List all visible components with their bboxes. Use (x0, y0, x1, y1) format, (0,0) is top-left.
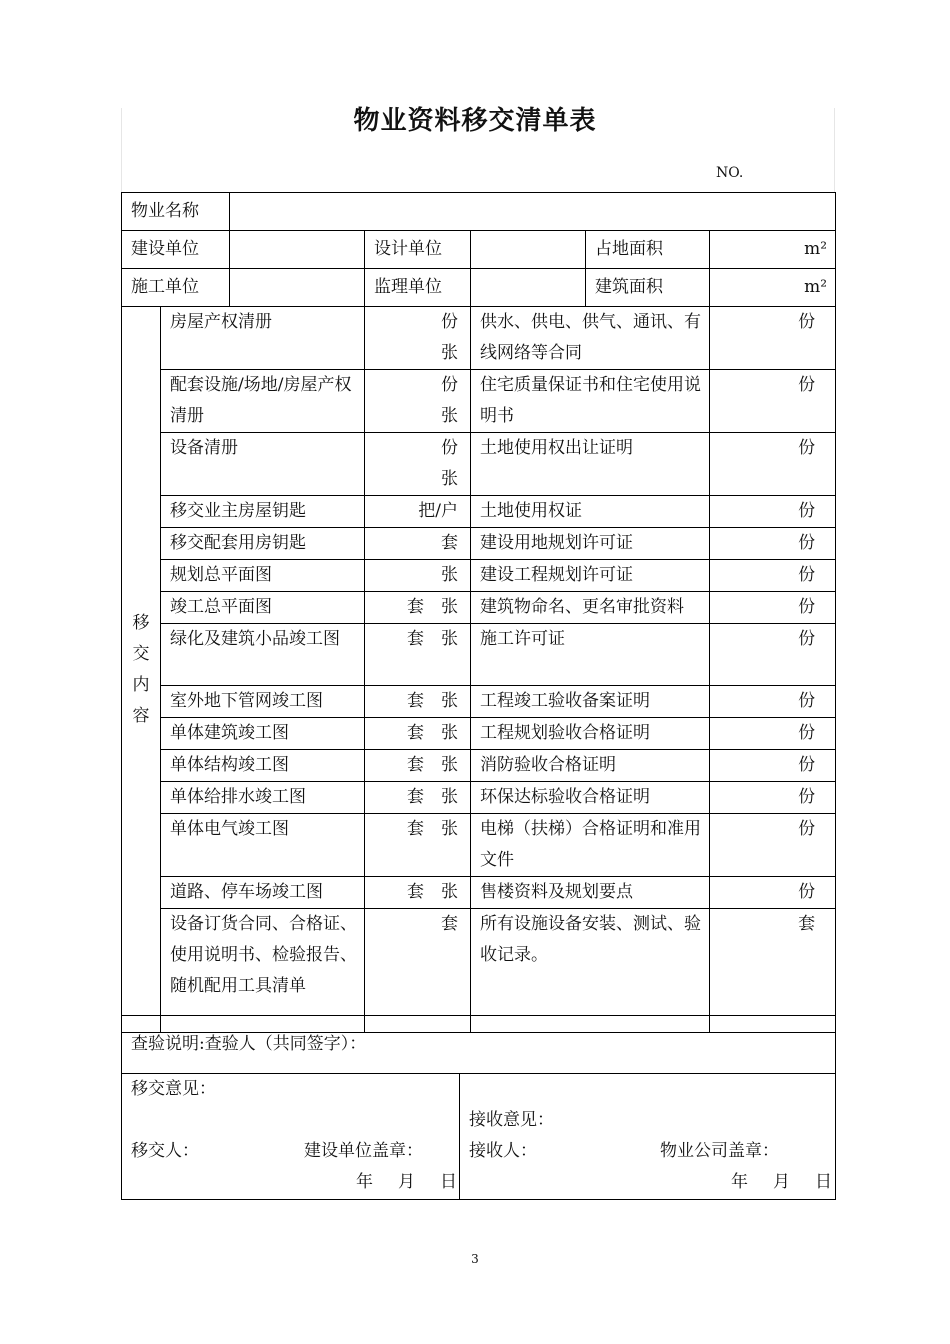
item-row (122, 624, 836, 686)
item-left-name: 设备清册 (161, 433, 365, 496)
builder-unit-value[interactable] (230, 269, 365, 307)
item-right-unit: 份 (710, 560, 836, 592)
land-area-unit: m² (710, 231, 836, 269)
item-right-unit: 套 (710, 909, 836, 1033)
item-left-unit: 套 张 (365, 877, 471, 909)
item-left-unit: 套 张 (365, 592, 471, 624)
item-row (122, 433, 836, 496)
item-left-unit: 套 张 (365, 686, 471, 718)
item-right-name: 建筑物命名、更名审批资料 (471, 592, 710, 624)
design-unit-value[interactable] (471, 231, 586, 269)
property-name-label: 物业名称 (122, 193, 230, 231)
handover-cell (122, 1074, 460, 1200)
receive-opinion: 接收意见： (469, 1110, 554, 1130)
item-left-unit: 张 (365, 560, 471, 592)
building-area-unit: m² (710, 269, 836, 307)
item-right-unit: 份 (710, 718, 836, 750)
item-left-name: 道路、停车场竣工图 (161, 877, 365, 909)
item-left-name: 规划总平面图 (161, 560, 365, 592)
item-right-name: 土地使用权证 (471, 496, 710, 528)
item-right-unit: 份 (710, 877, 836, 909)
item-right-name: 建设用地规划许可证 (471, 528, 710, 560)
section-label-char: 容 (132, 705, 150, 726)
item-right-unit: 份 (710, 750, 836, 782)
item-row (122, 496, 836, 528)
item-right-name: 工程竣工验收备案证明 (471, 686, 710, 718)
item-row (122, 307, 836, 370)
item-right-unit: 份 (710, 528, 836, 560)
item-right-name: 施工许可证 (471, 624, 710, 686)
construction-unit-label: 建设单位 (122, 231, 230, 269)
item-left-unit: 把/户 (365, 496, 471, 528)
handover-opinion: 移交意见： (131, 1079, 216, 1099)
item-left-unit: 套 张 (365, 718, 471, 750)
builder-unit-label: 施工单位 (122, 269, 230, 307)
item-row (122, 877, 836, 909)
transfer-table (121, 192, 836, 1033)
receive-seal: 物业公司盖章： (660, 1141, 779, 1161)
item-right-name: 电梯（扶梯）合格证明和准用文件 (471, 814, 710, 877)
item-right-unit: 份 (710, 433, 836, 496)
item-left-name: 配套设施/场地/房屋产权清册 (161, 370, 365, 433)
item-left-name: 单体结构竣工图 (161, 750, 365, 782)
item-row (122, 782, 836, 814)
item-left-unit: 份 张 (365, 433, 471, 496)
item-left-unit: 套 (365, 528, 471, 560)
item-right-unit: 份 (710, 592, 836, 624)
item-right-unit: 份 (710, 307, 836, 370)
item-left-unit: 套 张 (365, 782, 471, 814)
design-unit-label: 设计单位 (365, 231, 471, 269)
item-left-name: 移交业主房屋钥匙 (161, 496, 365, 528)
title-left-rule (121, 108, 122, 192)
page-number: 3 (471, 1252, 479, 1266)
handover-person: 移交人： (131, 1141, 199, 1161)
item-left-name: 绿化及建筑小品竣工图 (161, 624, 365, 686)
item-left-name: 单体电气竣工图 (161, 814, 365, 877)
item-right-name: 环保达标验收合格证明 (471, 782, 710, 814)
section-label (122, 307, 161, 1033)
number-label: NO. (716, 165, 744, 181)
supervision-unit-label: 监理单位 (365, 269, 471, 307)
item-row (122, 718, 836, 750)
item-right-unit: 份 (710, 782, 836, 814)
item-left-name: 室外地下管网竣工图 (161, 686, 365, 718)
receive-cell (460, 1074, 836, 1200)
item-left-unit: 份 张 (365, 307, 471, 370)
item-right-name: 售楼资料及规划要点 (471, 877, 710, 909)
item-row (122, 814, 836, 877)
land-area-label: 占地面积 (586, 231, 710, 269)
inspection-note: 查验说明:查验人（共同签字）： (122, 1016, 836, 1074)
item-left-name: 房屋产权清册 (161, 307, 365, 370)
supervision-unit-value[interactable] (471, 269, 586, 307)
item-left-unit: 套 张 (365, 814, 471, 877)
item-right-unit: 份 (710, 496, 836, 528)
item-row (122, 909, 836, 1033)
document-title: 物业资料移交清单表 (353, 106, 597, 136)
item-row (122, 686, 836, 718)
receive-person: 接收人： (469, 1141, 537, 1161)
item-row (122, 592, 836, 624)
item-left-unit: 套 张 (365, 750, 471, 782)
item-row (122, 370, 836, 433)
item-right-unit: 份 (710, 624, 836, 686)
building-area-label: 建筑面积 (586, 269, 710, 307)
item-left-name: 移交配套用房钥匙 (161, 528, 365, 560)
item-left-name: 设备订货合同、合格证、使用说明书、检验报告、随机配用工具清单 (161, 909, 365, 1033)
item-right-unit: 份 (710, 370, 836, 433)
item-left-name: 竣工总平面图 (161, 592, 365, 624)
item-right-name: 所有设施设备安装、测试、验收记录。 (471, 909, 710, 1033)
section-label-char: 交 (132, 643, 150, 664)
item-right-name: 住宅质量保证书和住宅使用说明书 (471, 370, 710, 433)
transfer-items (122, 307, 836, 1033)
item-right-unit: 份 (710, 686, 836, 718)
item-right-name: 工程规划验收合格证明 (471, 718, 710, 750)
item-left-unit: 套 张 (365, 624, 471, 686)
handover-date: 年 月 日 (356, 1172, 461, 1192)
property-name-value[interactable] (230, 193, 836, 231)
section-label-char: 内 (132, 674, 150, 695)
item-left-name: 单体建筑竣工图 (161, 718, 365, 750)
item-row (122, 750, 836, 782)
item-row (122, 560, 836, 592)
receive-date: 年 月 日 (731, 1172, 836, 1192)
item-left-unit: 份 张 (365, 370, 471, 433)
construction-unit-value[interactable] (230, 231, 365, 269)
item-right-name: 建设工程规划许可证 (471, 560, 710, 592)
item-right-name: 供水、供电、供气、通讯、有线网络等合同 (471, 307, 710, 370)
item-right-unit: 份 (710, 814, 836, 877)
item-row (122, 528, 836, 560)
item-right-name: 消防验收合格证明 (471, 750, 710, 782)
item-left-name: 单体给排水竣工图 (161, 782, 365, 814)
item-right-name: 土地使用权出让证明 (471, 433, 710, 496)
title-right-rule (834, 108, 835, 192)
item-left-unit: 套 (365, 909, 471, 1033)
signature-table (121, 1015, 836, 1200)
handover-seal: 建设单位盖章： (304, 1141, 423, 1161)
section-label-char: 移 (132, 612, 150, 633)
